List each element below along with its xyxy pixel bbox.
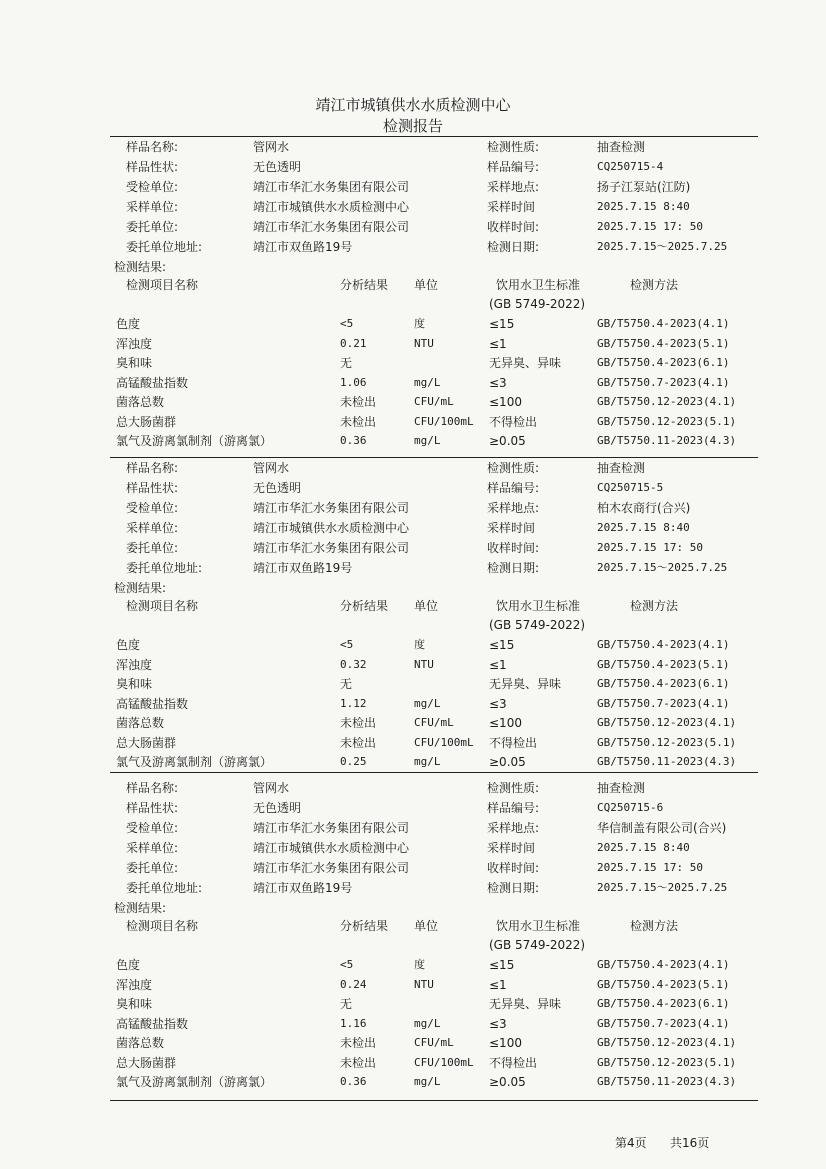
col-header-unit: 单位 bbox=[414, 919, 439, 933]
sample-name-label: 样品名称: bbox=[126, 140, 179, 154]
sample-nature-label: 样品性状: bbox=[126, 481, 179, 495]
analysis-result: 未检出 bbox=[340, 1036, 377, 1050]
test-type-value: 抽查检测 bbox=[597, 781, 646, 795]
standard-limit: ≤100 bbox=[489, 395, 522, 409]
client-unit-value: 靖江市华汇水务集团有限公司 bbox=[253, 861, 410, 875]
test-method: GB/T5750.7-2023(4.1) bbox=[597, 1016, 730, 1030]
unit: NTU bbox=[414, 977, 434, 991]
analysis-result: <5 bbox=[340, 317, 354, 330]
test-date-label: 检测日期: bbox=[487, 240, 540, 254]
inspected-unit-value: 靖江市华汇水务集团有限公司 bbox=[253, 501, 410, 515]
sampling-site-label: 采样地点: bbox=[487, 821, 540, 835]
unit: CFU/mL bbox=[414, 716, 454, 729]
standard-limit: 不得检出 bbox=[489, 735, 538, 750]
sample-number-label: 样品编号: bbox=[487, 160, 540, 174]
col-header-standard-code: (GB 5749-2022) bbox=[489, 297, 586, 311]
standard-limit: 无异臭、异味 bbox=[489, 356, 562, 370]
results-label: 检测结果: bbox=[114, 581, 167, 595]
standard-limit: ≤3 bbox=[489, 375, 507, 390]
test-date-value: 2025.7.15～2025.7.25 bbox=[597, 561, 728, 574]
unit: CFU/mL bbox=[414, 395, 454, 408]
test-type-label: 检测性质: bbox=[487, 781, 540, 795]
col-header-unit: 单位 bbox=[414, 278, 439, 292]
item-name: 菌落总数 bbox=[116, 1036, 165, 1050]
client-address-label: 委托单位地址: bbox=[126, 881, 203, 895]
item-name: 臭和味 bbox=[116, 997, 153, 1011]
receipt-time-label: 收样时间: bbox=[487, 220, 540, 234]
sampling-site-value: 扬子江泵站(江防) bbox=[597, 180, 691, 194]
item-name: 氯气及游离氯制剂（游离氯） bbox=[116, 1075, 273, 1089]
item-name: 总大肠菌群 bbox=[116, 414, 177, 429]
sampling-time-label: 采样时间 bbox=[487, 521, 536, 535]
unit: NTU bbox=[414, 657, 434, 671]
col-header-standard: 饮用水卫生标准 bbox=[496, 278, 581, 292]
unit: 度 bbox=[414, 958, 425, 971]
sample-nature-label: 样品性状: bbox=[126, 801, 179, 815]
analysis-result: 1.12 bbox=[340, 696, 367, 710]
analysis-result: 0.36 bbox=[340, 1075, 367, 1088]
client-address-label: 委托单位地址: bbox=[126, 561, 203, 575]
item-name: 氯气及游离氯制剂（游离氯） bbox=[116, 434, 273, 448]
standard-limit: ≤1 bbox=[489, 977, 507, 992]
sample-number-label: 样品编号: bbox=[487, 481, 540, 495]
col-header-standard: 饮用水卫生标准 bbox=[496, 919, 581, 933]
sample-number-value: CQ250715-4 bbox=[597, 160, 664, 173]
col-header-item: 检测项目名称 bbox=[126, 919, 199, 933]
test-method: GB/T5750.11-2023(4.3) bbox=[597, 1075, 737, 1088]
unit: mg/L bbox=[414, 1016, 441, 1030]
test-method: GB/T5750.7-2023(4.1) bbox=[597, 696, 730, 710]
sample-nature-value: 无色透明 bbox=[253, 801, 302, 815]
analysis-result: 1.16 bbox=[340, 1016, 367, 1030]
inspected-unit-label: 受检单位: bbox=[126, 180, 179, 194]
sample-name-label: 样品名称: bbox=[126, 461, 179, 475]
unit: mg/L bbox=[414, 696, 441, 710]
test-type-value: 抽查检测 bbox=[597, 461, 646, 475]
item-name: 高锰酸盐指数 bbox=[116, 696, 189, 711]
test-method: GB/T5750.4-2023(6.1) bbox=[597, 356, 730, 369]
item-name: 高锰酸盐指数 bbox=[116, 1016, 189, 1031]
item-name: 菌落总数 bbox=[116, 395, 165, 409]
test-method: GB/T5750.12-2023(5.1) bbox=[597, 735, 737, 749]
analysis-result: <5 bbox=[340, 958, 354, 971]
col-header-unit: 单位 bbox=[414, 599, 439, 613]
analysis-result: <5 bbox=[340, 638, 354, 651]
sample-number-value: CQ250715-6 bbox=[597, 801, 664, 814]
analysis-result: 未检出 bbox=[340, 395, 377, 409]
sampling-time-value: 2025.7.15 8:40 bbox=[597, 841, 690, 854]
sample-name-label: 样品名称: bbox=[126, 781, 179, 795]
col-header-method: 检测方法 bbox=[630, 919, 679, 933]
org-title: 靖江市城镇供水水质检测中心 bbox=[315, 96, 511, 114]
test-type-value: 抽查检测 bbox=[597, 140, 646, 154]
results-label: 检测结果: bbox=[114, 901, 167, 915]
standard-limit: ≤15 bbox=[489, 638, 515, 652]
analysis-result: 无 bbox=[340, 356, 353, 370]
sampling-time-label: 采样时间 bbox=[487, 200, 536, 214]
sample-name-value: 管网水 bbox=[253, 140, 290, 154]
receipt-time-value: 2025.7.15 17: 50 bbox=[597, 541, 703, 554]
test-method: GB/T5750.4-2023(5.1) bbox=[597, 657, 730, 671]
standard-limit: 不得检出 bbox=[489, 1055, 538, 1070]
sample-section bbox=[0, 140, 826, 460]
sampling-unit-label: 采样单位: bbox=[126, 521, 179, 535]
unit: mg/L bbox=[414, 755, 441, 768]
client-address-label: 委托单位地址: bbox=[126, 240, 203, 254]
test-method: GB/T5750.4-2023(5.1) bbox=[597, 977, 730, 991]
client-unit-label: 委托单位: bbox=[126, 541, 179, 555]
inspected-unit-value: 靖江市华汇水务集团有限公司 bbox=[253, 180, 410, 194]
item-name: 臭和味 bbox=[116, 677, 153, 691]
client-unit-value: 靖江市华汇水务集团有限公司 bbox=[253, 541, 410, 555]
standard-limit: ≥0.05 bbox=[489, 755, 526, 769]
standard-limit: ≤15 bbox=[489, 317, 515, 331]
page-number: 第4页 bbox=[615, 1136, 647, 1150]
item-name: 总大肠菌群 bbox=[116, 735, 177, 750]
top-rule bbox=[110, 136, 758, 137]
col-header-item: 检测项目名称 bbox=[126, 278, 199, 292]
sample-nature-label: 样品性状: bbox=[126, 160, 179, 174]
test-date-label: 检测日期: bbox=[487, 881, 540, 895]
standard-limit: ≤100 bbox=[489, 1036, 522, 1050]
standard-limit: ≤1 bbox=[489, 336, 507, 351]
sampling-unit-value: 靖江市城镇供水水质检测中心 bbox=[253, 521, 410, 535]
item-name: 色度 bbox=[116, 958, 141, 972]
item-name: 浑浊度 bbox=[116, 336, 153, 351]
sampling-unit-value: 靖江市城镇供水水质检测中心 bbox=[253, 200, 410, 214]
test-method: GB/T5750.4-2023(6.1) bbox=[597, 997, 730, 1010]
item-name: 总大肠菌群 bbox=[116, 1055, 177, 1070]
analysis-result: 0.21 bbox=[340, 336, 367, 350]
item-name: 色度 bbox=[116, 638, 141, 652]
analysis-result: 未检出 bbox=[340, 716, 377, 730]
unit: NTU bbox=[414, 336, 434, 350]
test-method: GB/T5750.11-2023(4.3) bbox=[597, 755, 737, 768]
unit: mg/L bbox=[414, 1075, 441, 1088]
item-name: 氯气及游离氯制剂（游离氯） bbox=[116, 755, 273, 769]
col-header-method: 检测方法 bbox=[630, 599, 679, 613]
sampling-site-value: 柏木农商行(合兴) bbox=[597, 501, 691, 515]
item-name: 臭和味 bbox=[116, 356, 153, 370]
analysis-result: 1.06 bbox=[340, 375, 367, 389]
analysis-result: 0.24 bbox=[340, 977, 367, 991]
sampling-unit-label: 采样单位: bbox=[126, 841, 179, 855]
col-header-method: 检测方法 bbox=[630, 278, 679, 292]
client-unit-label: 委托单位: bbox=[126, 220, 179, 234]
test-method: GB/T5750.12-2023(5.1) bbox=[597, 1055, 737, 1069]
receipt-time-label: 收样时间: bbox=[487, 861, 540, 875]
standard-limit: ≤3 bbox=[489, 696, 507, 711]
unit: 度 bbox=[414, 317, 425, 330]
test-method: GB/T5750.12-2023(4.1) bbox=[597, 395, 737, 408]
test-date-value: 2025.7.15～2025.7.25 bbox=[597, 881, 728, 894]
standard-limit: ≥0.05 bbox=[489, 1075, 526, 1089]
col-header-result: 分析结果 bbox=[340, 599, 389, 613]
inspected-unit-value: 靖江市华汇水务集团有限公司 bbox=[253, 821, 410, 835]
unit: mg/L bbox=[414, 434, 441, 447]
col-header-standard-code: (GB 5749-2022) bbox=[489, 938, 586, 952]
unit: mg/L bbox=[414, 375, 441, 389]
standard-limit: ≤15 bbox=[489, 958, 515, 972]
results-label: 检测结果: bbox=[114, 260, 167, 274]
analysis-result: 0.25 bbox=[340, 755, 367, 768]
unit: CFU/100mL bbox=[414, 1055, 474, 1069]
unit: 度 bbox=[414, 638, 425, 651]
analysis-result: 无 bbox=[340, 677, 353, 691]
client-address-value: 靖江市双鱼路19号 bbox=[253, 881, 353, 895]
item-name: 浑浊度 bbox=[116, 977, 153, 992]
col-header-item: 检测项目名称 bbox=[126, 599, 199, 613]
sample-name-value: 管网水 bbox=[253, 781, 290, 795]
standard-limit: ≥0.05 bbox=[489, 434, 526, 448]
page-total: 共16页 bbox=[670, 1136, 710, 1150]
receipt-time-value: 2025.7.15 17: 50 bbox=[597, 220, 703, 233]
test-type-label: 检测性质: bbox=[487, 461, 540, 475]
sample-name-value: 管网水 bbox=[253, 461, 290, 475]
analysis-result: 0.36 bbox=[340, 434, 367, 447]
receipt-time-label: 收样时间: bbox=[487, 541, 540, 555]
sample-section bbox=[0, 461, 826, 781]
item-name: 浑浊度 bbox=[116, 657, 153, 672]
sampling-time-value: 2025.7.15 8:40 bbox=[597, 200, 690, 213]
standard-limit: ≤3 bbox=[489, 1016, 507, 1031]
test-method: GB/T5750.4-2023(5.1) bbox=[597, 336, 730, 350]
sampling-site-label: 采样地点: bbox=[487, 180, 540, 194]
client-unit-label: 委托单位: bbox=[126, 861, 179, 875]
analysis-result: 未检出 bbox=[340, 735, 377, 750]
test-method: GB/T5750.12-2023(5.1) bbox=[597, 414, 737, 428]
test-date-value: 2025.7.15～2025.7.25 bbox=[597, 240, 728, 253]
test-method: GB/T5750.4-2023(4.1) bbox=[597, 958, 730, 971]
sample-section bbox=[0, 781, 826, 1101]
analysis-result: 0.32 bbox=[340, 657, 367, 671]
unit: CFU/100mL bbox=[414, 414, 474, 428]
item-name: 高锰酸盐指数 bbox=[116, 375, 189, 390]
test-method: GB/T5750.7-2023(4.1) bbox=[597, 375, 730, 389]
test-date-label: 检测日期: bbox=[487, 561, 540, 575]
standard-limit: 不得检出 bbox=[489, 414, 538, 429]
standard-limit: 无异臭、异味 bbox=[489, 677, 562, 691]
test-method: GB/T5750.11-2023(4.3) bbox=[597, 434, 737, 447]
test-method: GB/T5750.12-2023(4.1) bbox=[597, 1036, 737, 1049]
analysis-result: 未检出 bbox=[340, 1055, 377, 1070]
col-header-standard-code: (GB 5749-2022) bbox=[489, 618, 586, 632]
analysis-result: 未检出 bbox=[340, 414, 377, 429]
standard-limit: ≤100 bbox=[489, 716, 522, 730]
test-method: GB/T5750.4-2023(6.1) bbox=[597, 677, 730, 690]
sample-number-label: 样品编号: bbox=[487, 801, 540, 815]
item-name: 菌落总数 bbox=[116, 716, 165, 730]
standard-limit: 无异臭、异味 bbox=[489, 997, 562, 1011]
test-method: GB/T5750.4-2023(4.1) bbox=[597, 317, 730, 330]
standard-limit: ≤1 bbox=[489, 657, 507, 672]
client-address-value: 靖江市双鱼路19号 bbox=[253, 561, 353, 575]
inspected-unit-label: 受检单位: bbox=[126, 821, 179, 835]
col-header-standard: 饮用水卫生标准 bbox=[496, 599, 581, 613]
report-title: 检测报告 bbox=[382, 117, 443, 135]
sample-number-value: CQ250715-5 bbox=[597, 481, 664, 494]
sampling-time-value: 2025.7.15 8:40 bbox=[597, 521, 690, 534]
sampling-unit-value: 靖江市城镇供水水质检测中心 bbox=[253, 841, 410, 855]
test-type-label: 检测性质: bbox=[487, 140, 540, 154]
sample-nature-value: 无色透明 bbox=[253, 481, 302, 495]
receipt-time-value: 2025.7.15 17: 50 bbox=[597, 861, 703, 874]
sample-nature-value: 无色透明 bbox=[253, 160, 302, 174]
test-method: GB/T5750.4-2023(4.1) bbox=[597, 638, 730, 651]
test-method: GB/T5750.12-2023(4.1) bbox=[597, 716, 737, 729]
client-unit-value: 靖江市华汇水务集团有限公司 bbox=[253, 220, 410, 234]
col-header-result: 分析结果 bbox=[340, 919, 389, 933]
sampling-site-value: 华信制盖有限公司(合兴) bbox=[597, 821, 727, 835]
unit: CFU/100mL bbox=[414, 735, 474, 749]
unit: CFU/mL bbox=[414, 1036, 454, 1049]
client-address-value: 靖江市双鱼路19号 bbox=[253, 240, 353, 254]
sampling-site-label: 采样地点: bbox=[487, 501, 540, 515]
sampling-time-label: 采样时间 bbox=[487, 841, 536, 855]
analysis-result: 无 bbox=[340, 997, 353, 1011]
col-header-result: 分析结果 bbox=[340, 278, 389, 292]
inspected-unit-label: 受检单位: bbox=[126, 501, 179, 515]
sampling-unit-label: 采样单位: bbox=[126, 200, 179, 214]
item-name: 色度 bbox=[116, 317, 141, 331]
